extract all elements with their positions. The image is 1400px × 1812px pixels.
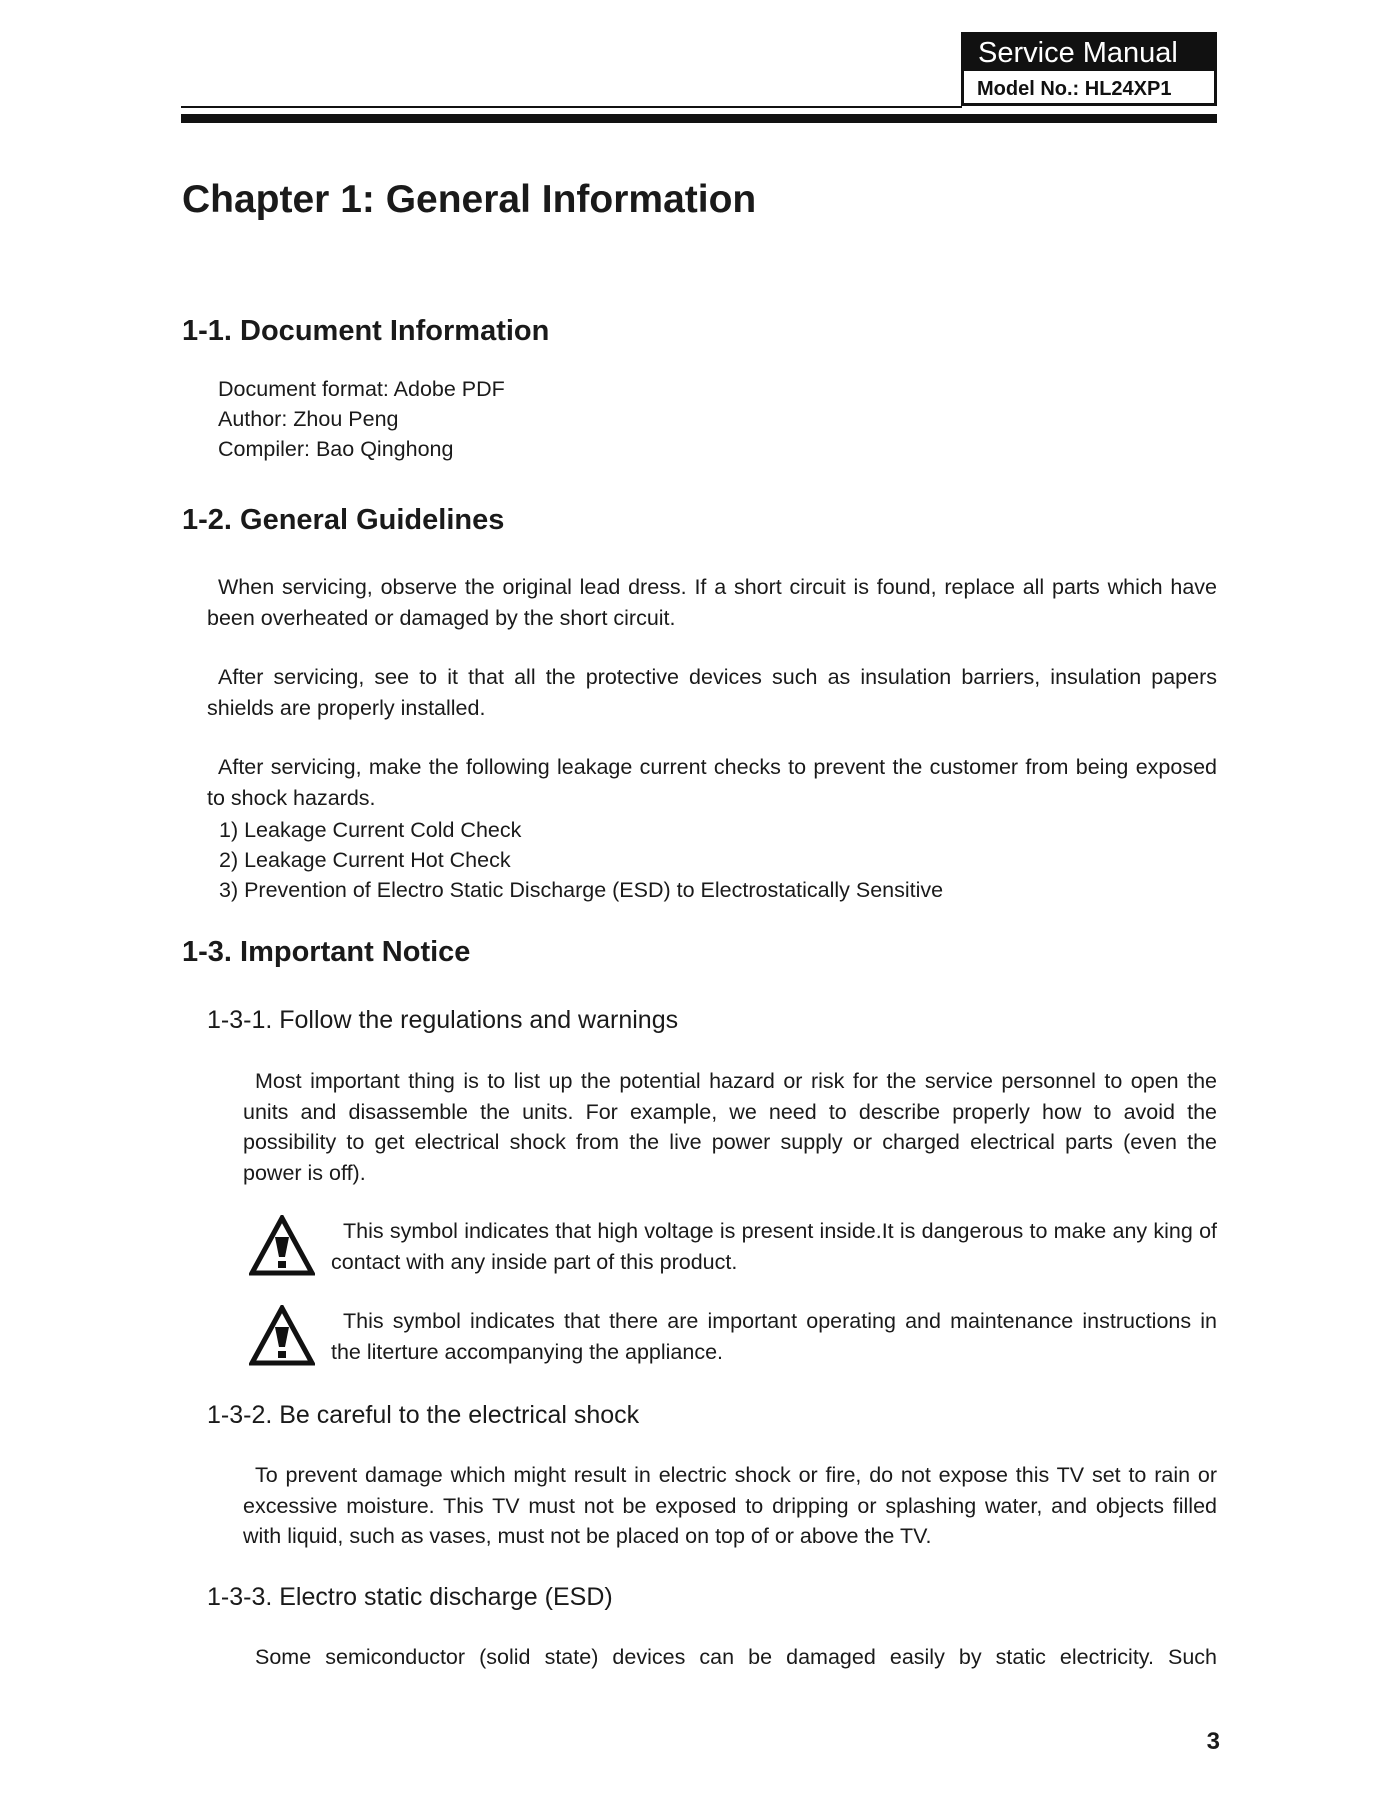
leakage-check-item: 3) Prevention of Electro Static Discharge (ESD) to Electrostatically Sensitive (219, 878, 944, 902)
header-rule-thick (181, 114, 1217, 123)
guidelines-paragraph-2: After servicing, see to it that all the protective devices such as insulation barriers, insulation papers shields are properly installed. (207, 665, 1217, 720)
regulations-paragraph: Most important thing is to list up the potential hazard or risk for the service personnel to open the units and disassemble the units. For example, we need to describe properly how to avoid the possibility to get electrical shock from the live power supply or charged electrical parts (even the power is off). (243, 1069, 1217, 1185)
section-heading-general-guidelines: 1-2. General Guidelines (182, 504, 505, 536)
doc-info-compiler: Compiler: Bao Qinghong (218, 437, 454, 461)
leakage-check-item: 2) Leakage Current Hot Check (219, 848, 511, 872)
page-number: 3 (1206, 1728, 1220, 1755)
doc-info-format: Document format: Adobe PDF (218, 377, 505, 401)
section-heading-document-info: 1-1. Document Information (182, 315, 550, 347)
guidelines-paragraph-1: When servicing, observe the original lead dress. If a short circuit is found, replace all parts which have been overheated or damaged by the short circuit. (207, 575, 1217, 630)
subsection-heading-electrical-shock: 1-3-2. Be careful to the electrical shock (207, 1401, 640, 1429)
esd-paragraph: Some semiconductor (solid state) devices can be damaged easily by static electricity. Such (255, 1645, 1217, 1669)
guidelines-paragraph-3: After servicing, make the following leakage current checks to prevent the customer from being exposed to shock hazards. (207, 755, 1217, 810)
chapter-title: Chapter 1: General Information (182, 178, 757, 221)
leakage-check-item: 1) Leakage Current Cold Check (219, 818, 522, 842)
header-title: Service Manual (964, 35, 1214, 71)
section-heading-important-notice: 1-3. Important Notice (182, 936, 471, 968)
electrical-shock-paragraph: To prevent damage which might result in electric shock or fire, do not expose this TV set to rain or excessive moisture. This TV must not be exposed to dripping or splashing water, and objects filled with liquid, such as vases, must not be placed on top of or above the TV. (243, 1463, 1217, 1548)
doc-info-author: Author: Zhou Peng (218, 407, 399, 431)
header-box (961, 32, 1217, 106)
subsection-heading-regulations: 1-3-1. Follow the regulations and warnings (207, 1006, 679, 1034)
header-rule-thin (181, 106, 962, 108)
subsection-heading-esd: 1-3-3. Electro static discharge (ESD) (207, 1583, 613, 1611)
warning-triangle-icon (249, 1305, 315, 1367)
warning-instructions-text: This symbol indicates that there are important operating and maintenance instructions in the literture accompanying the appliance. (331, 1309, 1217, 1364)
header-model-number: Model No.: HL24XP1 (977, 78, 1172, 100)
warning-high-voltage-text: This symbol indicates that high voltage is present inside.It is dangerous to make any king of contact with any inside part of this product. (331, 1219, 1217, 1274)
warning-triangle-icon (249, 1215, 315, 1277)
